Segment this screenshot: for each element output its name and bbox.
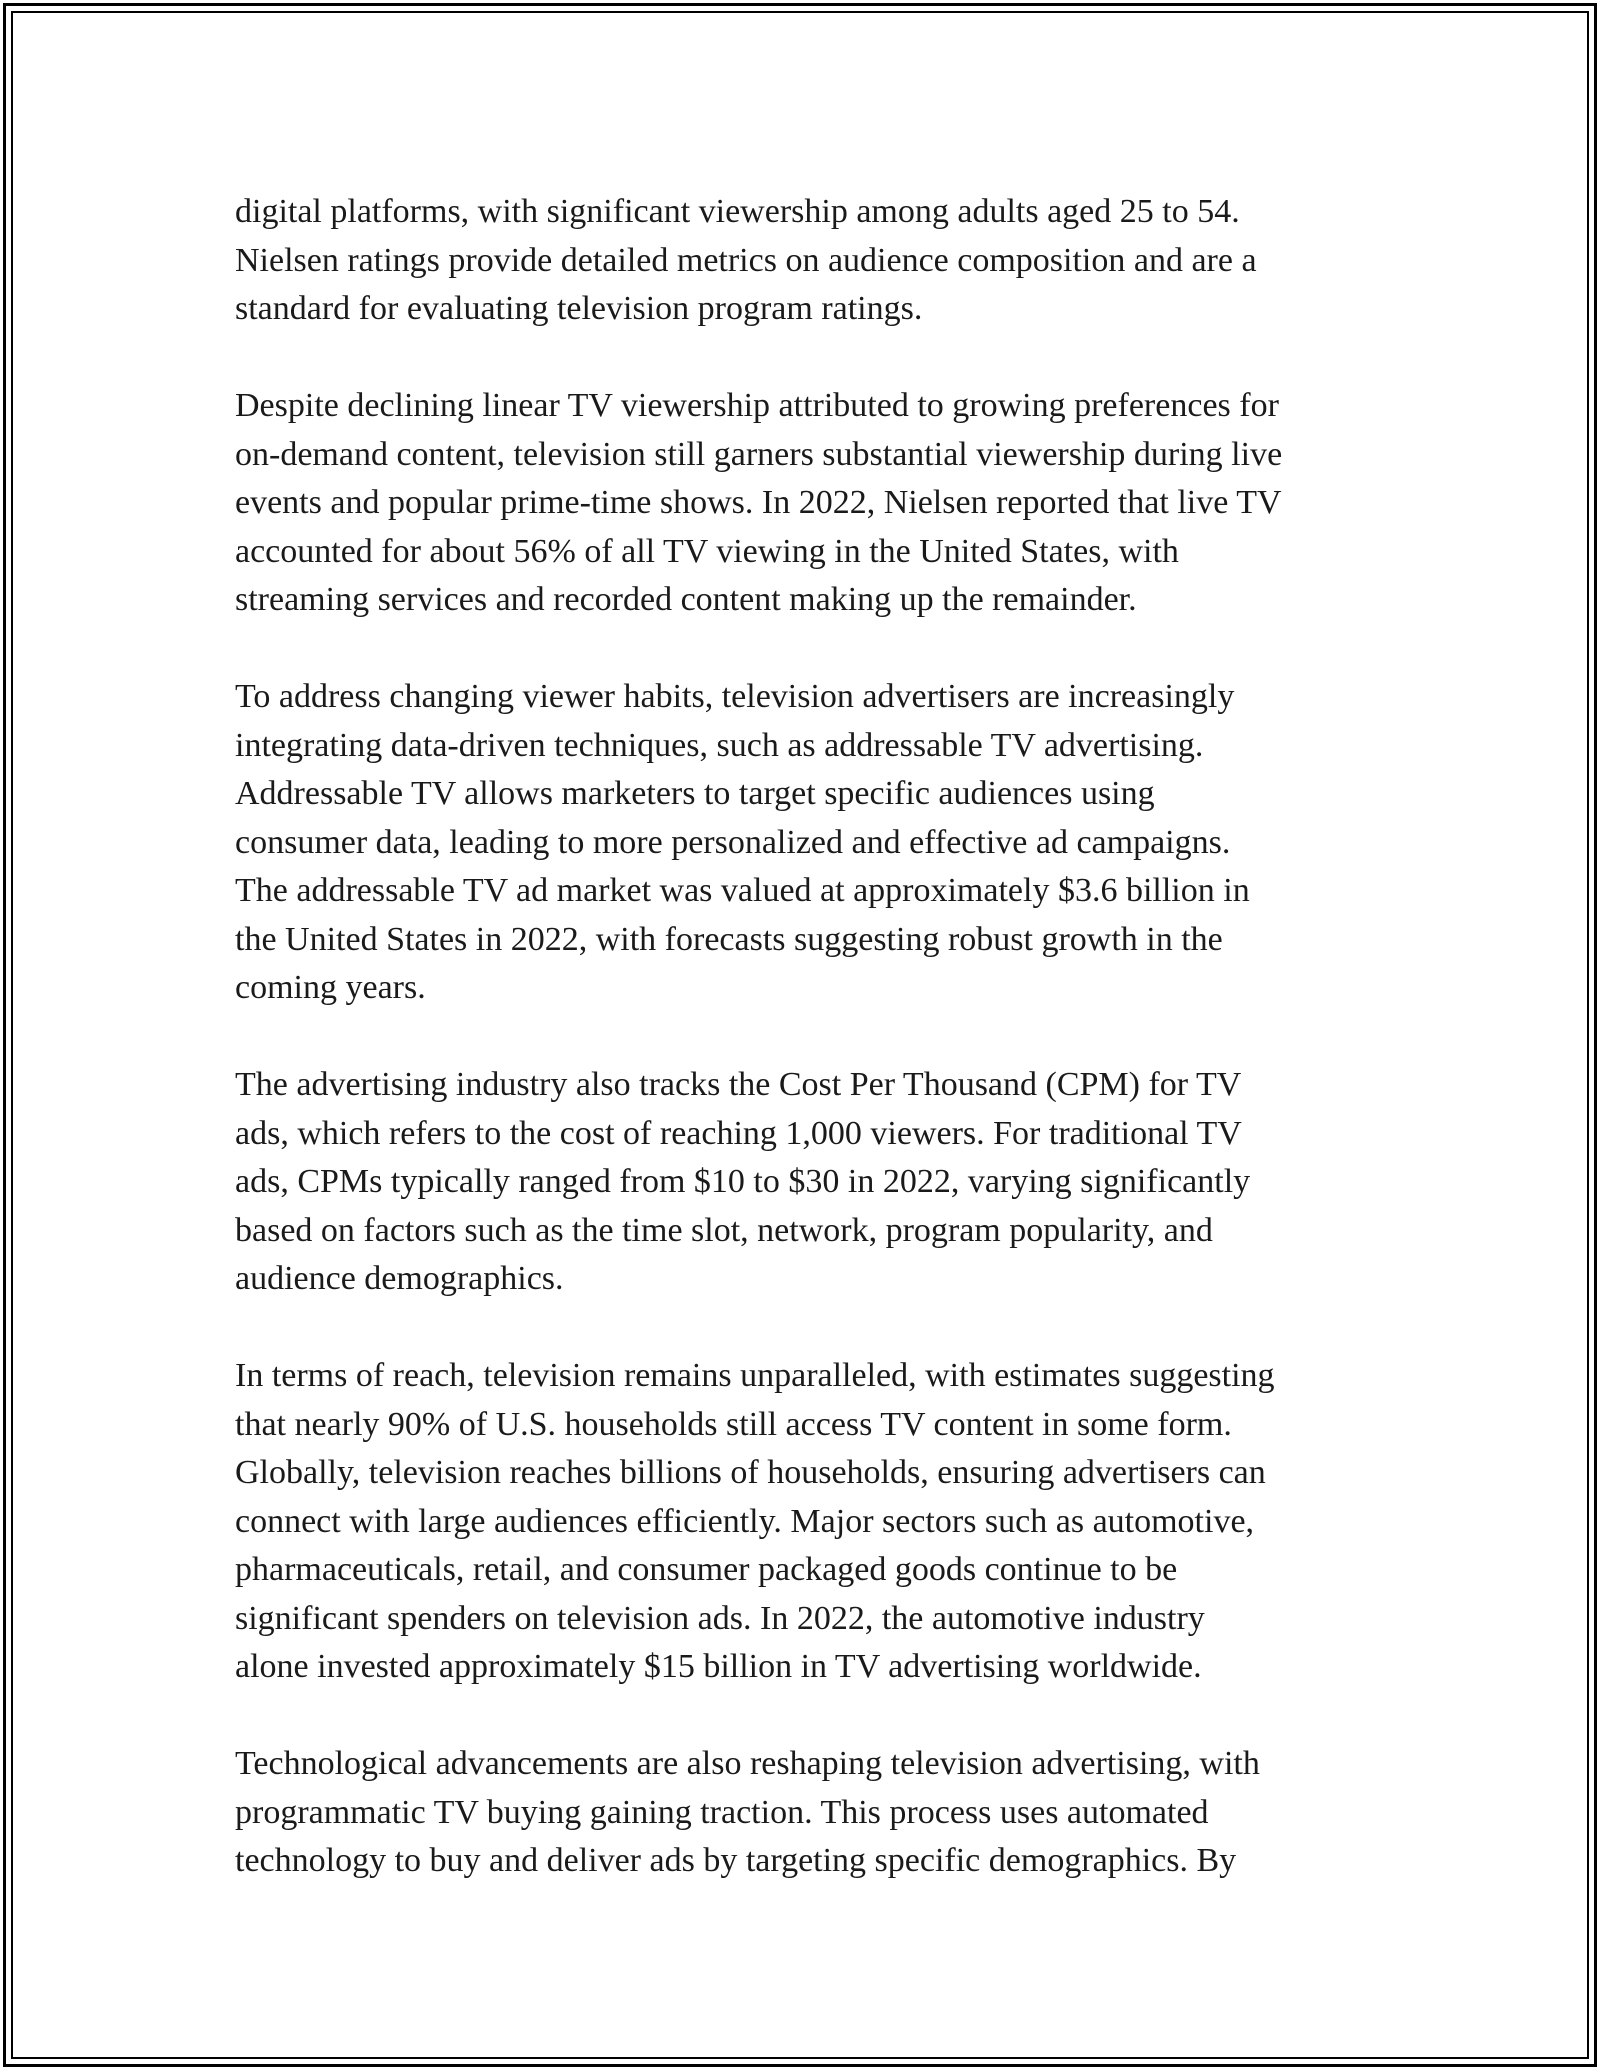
text-line: technology to buy and deliver ads by targeting specific demographics. By [235,1842,1237,1879]
text-line: Globally, television reaches billions of households, ensuring advertisers can [235,1454,1266,1491]
paragraph-cpm [235,1061,1380,1304]
text-line: events and popular prime-time shows. In 2022, Nielsen reported that live TV [235,484,1282,521]
text-line: In terms of reach, television remains unparalleled, with estimates suggesting [235,1357,1275,1394]
text-line: The advertising industry also tracks the Cost Per Thousand (CPM) for TV [235,1066,1242,1103]
text-line: consumer data, leading to more personalized and effective ad campaigns. [235,823,1231,861]
text-line: that nearly 90% of U.S. households still access TV content in some form. [235,1405,1232,1443]
text-line: pharmaceuticals, retail, and consumer packaged goods continue to be [235,1551,1178,1588]
text-line: standard for evaluating television program ratings. [235,290,923,327]
text-line: based on factors such as the time slot, network, program popularity, and [235,1211,1213,1249]
text-line: significant spenders on television ads. In 2022, the automotive industry [235,1599,1205,1637]
text-line: To address changing viewer habits, television advertisers are increasingly [235,678,1235,715]
text-line: streaming services and recorded content making up the remainder. [235,581,1137,618]
document-body [235,188,1380,1934]
text-line: connect with large audiences efficiently. Major sectors such as automotive, [235,1502,1255,1540]
text-line: coming years. [235,969,426,1006]
text-line: ads, CPMs typically ranged from $10 to $30 in 2022, varying significantly [235,1163,1251,1200]
paragraph-live-tv-viewing [235,382,1380,625]
paragraph-programmatic-tv [235,1740,1380,1886]
text-line: audience demographics. [235,1260,564,1297]
text-line: Addressable TV allows marketers to target specific audiences using [235,775,1155,812]
paragraph-viewership-demographics [235,188,1380,334]
paragraph-addressable-tv [235,673,1380,1013]
text-line: on-demand content, television still garners substantial viewership during live [235,435,1283,473]
text-line: accounted for about 56% of all TV viewing in the United States, with [235,532,1179,570]
paragraph-reach [235,1352,1380,1692]
text-line: Despite declining linear TV viewership attributed to growing preferences for [235,387,1279,424]
text-line: integrating data-driven techniques, such as addressable TV advertising. [235,726,1204,764]
text-line: the United States in 2022, with forecasts suggesting robust growth in the [235,920,1223,958]
text-line: Technological advancements are also reshaping television advertising, with [235,1745,1260,1782]
text-line: Nielsen ratings provide detailed metrics on audience composition and are a [235,241,1257,279]
text-line: ads, which refers to the cost of reaching 1,000 viewers. For traditional TV [235,1114,1242,1152]
text-line: alone invested approximately $15 billion in TV advertising worldwide. [235,1648,1202,1685]
text-line: programmatic TV buying gaining traction. This process uses automated [235,1793,1209,1831]
text-line: The addressable TV ad market was valued at approximately $3.6 billion in [235,872,1250,909]
text-line: digital platforms, with significant viewership among adults aged 25 to 54. [235,193,1240,230]
